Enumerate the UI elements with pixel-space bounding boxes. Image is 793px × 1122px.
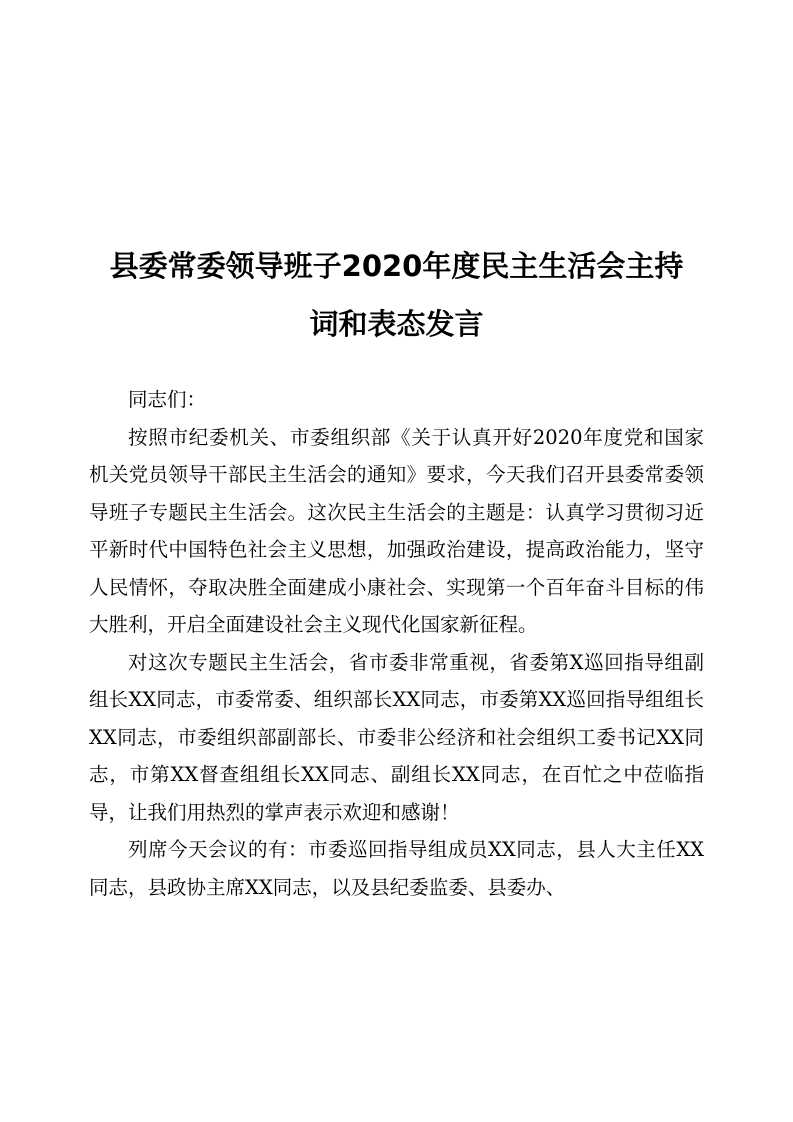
document-title-line-1: 县委常委领导班子2020年度民主生活会主持 <box>109 249 684 283</box>
body-paragraph: 对这次专题民主生活会，省市委非常重视，省委第X巡回指导组副组长XX同志，市委常委、组织部长XX同志，市委第XX巡回指导组组长XX同志，市委组织部副部长、市委非公经济和社会组织工委书记XX同志，市第XX督查组组长XX同志、副组长XX同志，在百忙之中莅临指导，让我们用热烈的掌声表示欢迎和感谢！ <box>89 650 704 824</box>
body-paragraph: 按照市纪委机关、市委组织部《关于认真开好2020年度党和国家机关党员领导干部民主生活会的通知》要求，今天我们召开县委常委领导班子专题民主生活会。这次民主生活会的主题是：认真学习贯彻习近平新时代中国特色社会主义思想，加强政治建设，提高政治能力，坚守人民情怀，夺取决胜全面建成小康社会、实现第一个百年奋斗目标的伟大胜利，开启全面建设社会主义现代化国家新征程。 <box>89 425 704 636</box>
body-paragraph: 列席今天会议的有：市委巡回指导组成员XX同志，县人大主任XX同志，县政协主席XX同志，以及县纪委监委、县委办、 <box>89 838 704 899</box>
document-title-line-2: 词和表态发言 <box>309 307 484 341</box>
salutation-paragraph: 同志们： <box>128 388 207 411</box>
document-body <box>89 381 704 906</box>
